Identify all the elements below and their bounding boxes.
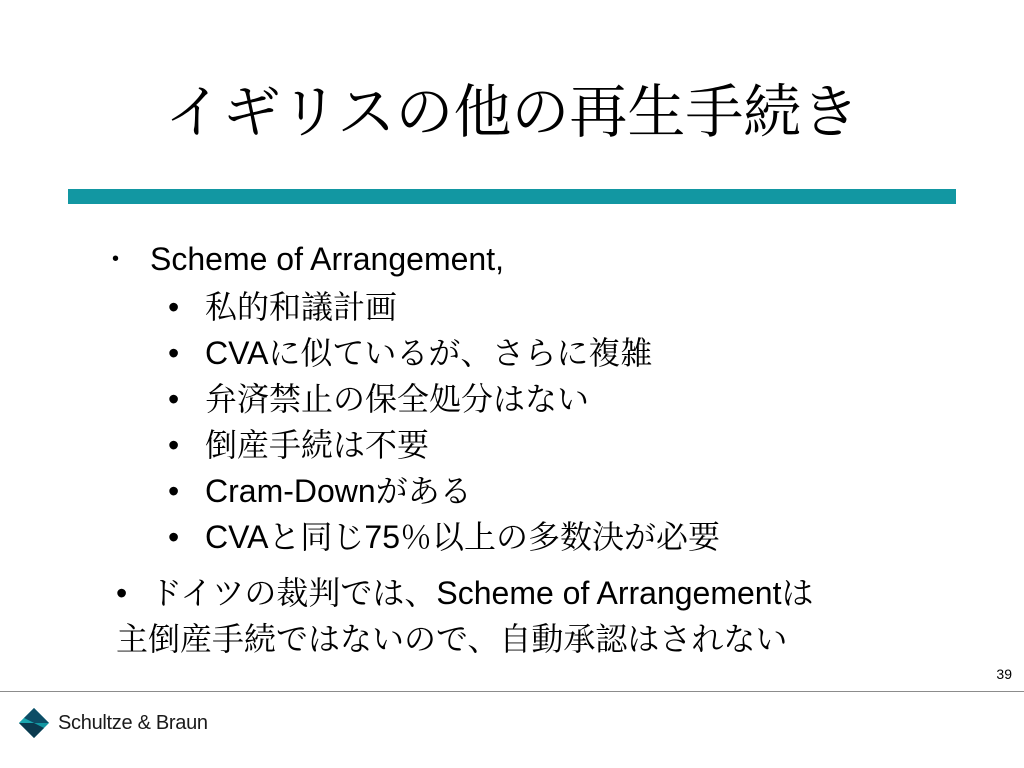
sub-bullet-text: 弁済禁止の保全処分はない: [205, 381, 590, 417]
sub-bullet-text: 倒産手続は不要: [205, 427, 430, 463]
page-number: 39: [996, 666, 1012, 682]
sub-bullet: [168, 422, 720, 468]
sub-bullet: [168, 376, 720, 422]
bullet-text: Scheme of Arrangement,: [150, 241, 504, 277]
sub-bullet-text: CVAと同じ75％以上の多数決が必要: [205, 519, 721, 555]
sub-bullet-text: CVAに似ているが、さらに複雑: [205, 335, 653, 371]
bullet-scheme: [112, 236, 504, 282]
bullet-german-court: [116, 570, 996, 662]
title-rule: [68, 189, 956, 204]
sub-bullet-text: 私的和議計画: [205, 289, 398, 325]
sub-bullet: [168, 284, 720, 330]
sub-bullet: [168, 514, 721, 560]
bullet-text-line1: ドイツの裁判では、Scheme of Arrangementは: [150, 575, 814, 611]
bullet-dot: •: [168, 427, 180, 463]
bullet-dot: •: [116, 575, 128, 611]
bullet-dot: •: [168, 473, 180, 509]
bullet-dot: •: [168, 289, 180, 325]
slide-title: イギリスの他の再生手続き: [164, 78, 860, 146]
footer-divider: [0, 691, 1024, 692]
company-logo: [18, 706, 208, 740]
sub-bullet-list: [168, 284, 721, 560]
bullet-dot: •: [168, 519, 180, 555]
company-name: Schultze & Braun: [58, 711, 208, 734]
sub-bullet: [168, 330, 720, 376]
bullet-dot: •: [168, 381, 180, 417]
sub-bullet: [168, 468, 720, 514]
bullet-dot: •: [112, 248, 120, 270]
bullet-text-line2: 主倒産手続ではないので、自動承認はされない: [116, 621, 788, 657]
sub-bullet-text: Cram-Downがある: [205, 473, 472, 509]
schultze-braun-diamond-logo-icon: [18, 707, 50, 739]
bullet-dot: •: [168, 335, 180, 371]
